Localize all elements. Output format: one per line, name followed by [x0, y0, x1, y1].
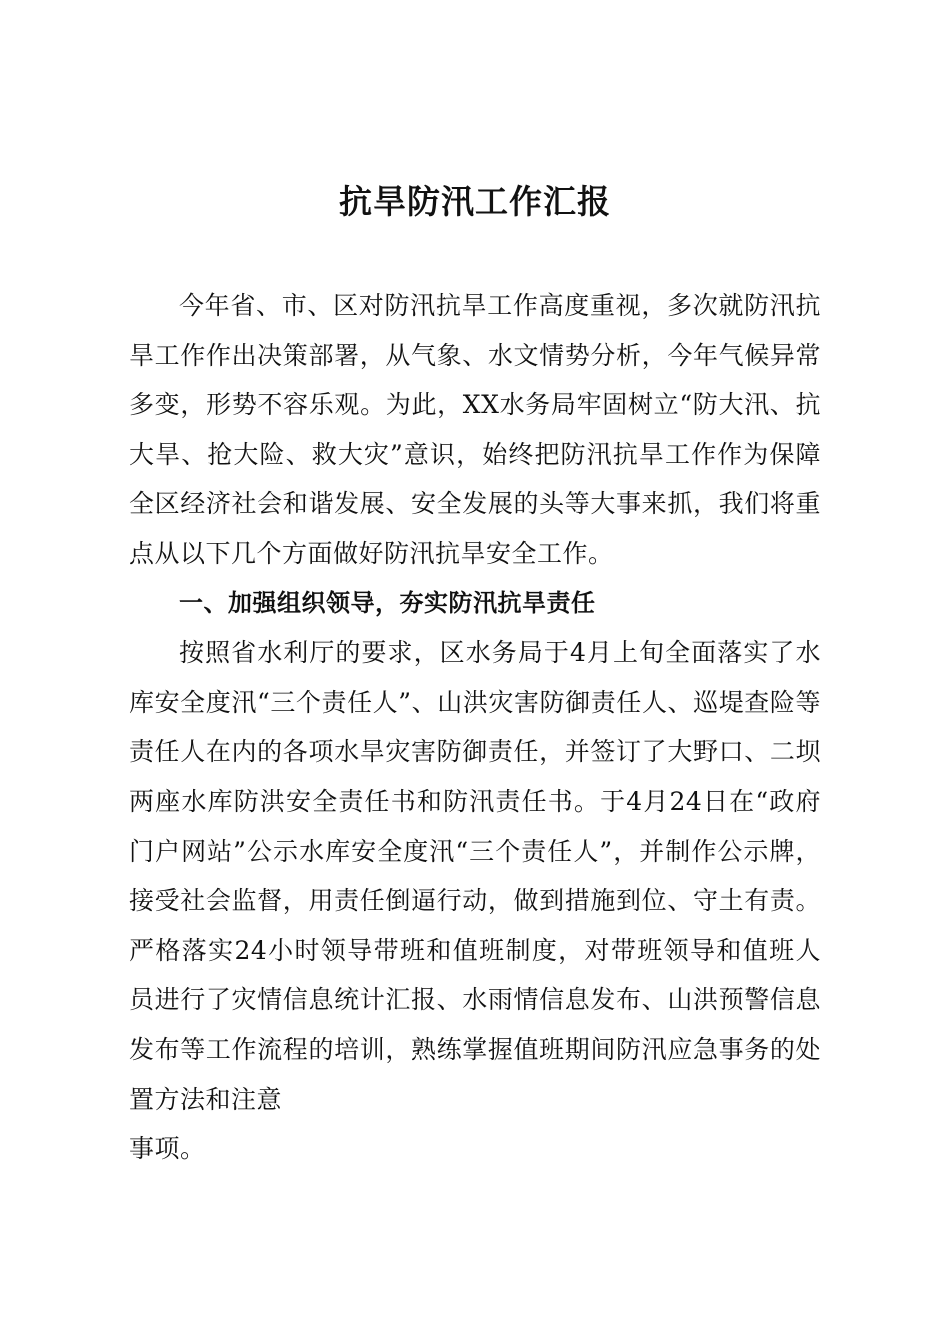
intro-paragraph: 今年省、市、区对防汛抗旱工作高度重视，多次就防汛抗旱工作作出决策部署，从气象、水文情势分析，今年气候异常多变，形势不容乐观。为此，XX水务局牢固树立“防大汛、抗大旱、抢大险、救大灾”意识，始终把防汛抗旱工作作为保障全区经济社会和谐发展、安全发展的头等大事来抓，我们将重点从以下几个方面做好防汛抗旱安全工作。 — [129, 291, 821, 568]
document-body — [129, 281, 821, 1174]
section-paragraph: 按照省水利厅的要求，区水务局于4月上旬全面落实了水库安全度汛“三个责任人”、山洪灾害防御责任人、巡堤查险等责任人在内的各项水旱灾害防御责任，并签订了大野口、二坝两座水库防洪安全责任书和防汛责任书。于4月24日在“政府门户网站”公示水库安全度汛“三个责任人”，并制作公示牌，接受社会监督，用责任倒逼行动，做到措施到位、守土有责。严格落实24小时领导带班和值班制度，对带班领导和值班人员进行了灾情信息统计汇报、水雨情信息发布、山洪预警信息发布等工作流程的培训，熟练掌握值班期间防汛应急事务的处置方法和注意 — [129, 638, 821, 1114]
section-heading: 一、加强组织领导，夯实防汛抗旱责任 — [179, 588, 596, 617]
section-paragraph-tail: 事项。 — [129, 1134, 206, 1164]
page-title: 抗旱防汛工作汇报 — [339, 182, 611, 221]
